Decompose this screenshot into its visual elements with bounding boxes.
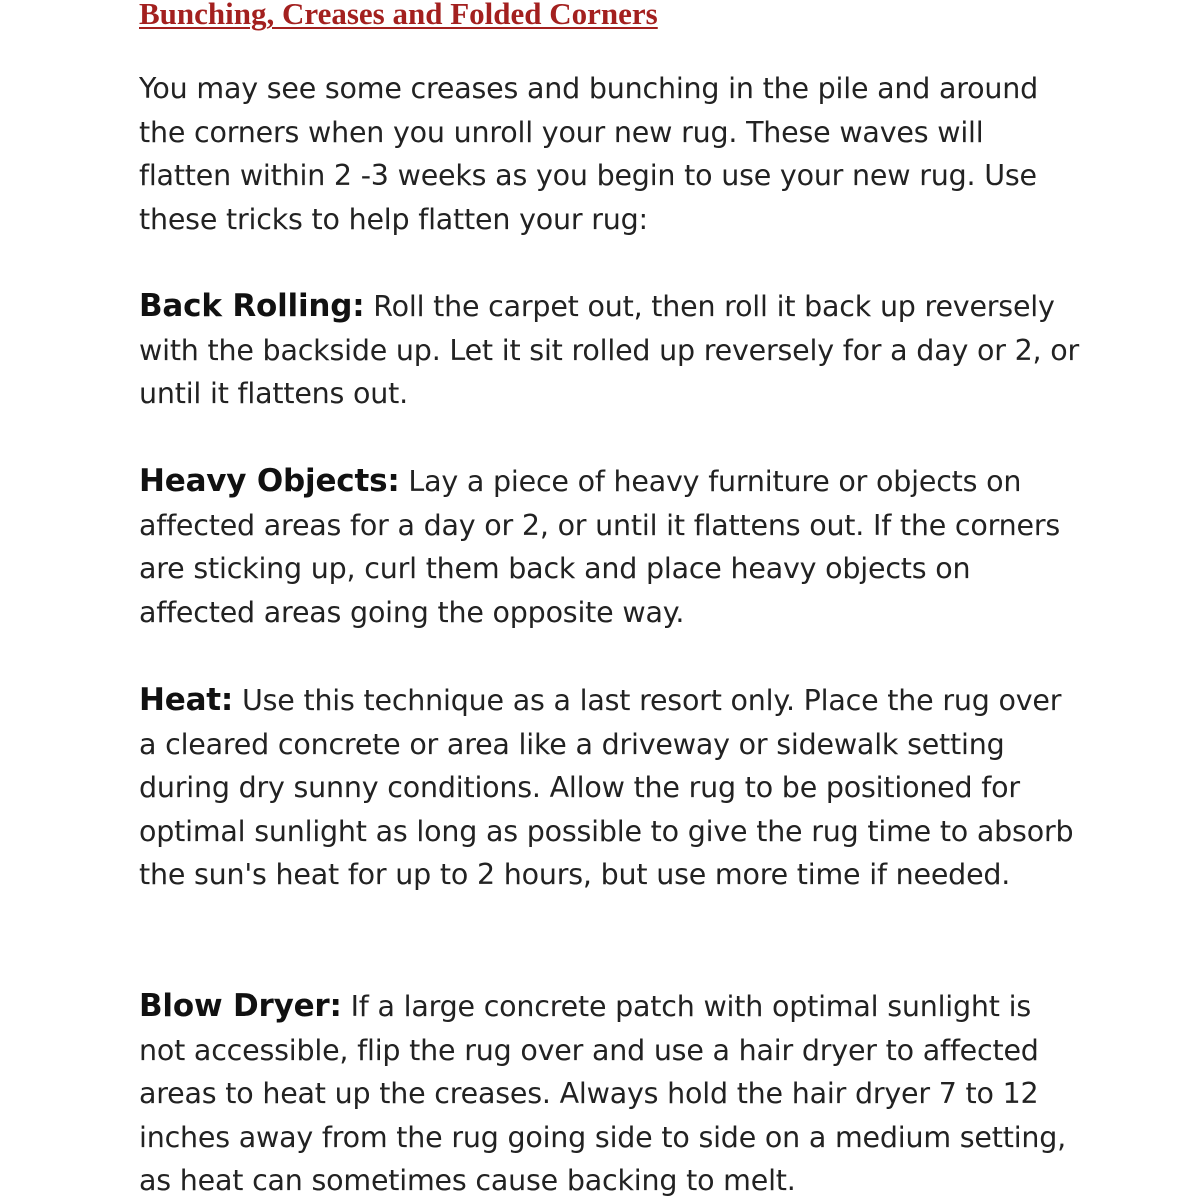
intro-paragraph: You may see some creases and bunching in the pile and around the corners when you unroll your new rug. These waves will flatten within 2 -3 weeks as you begin to use your new rug. Use these tricks to help flatten your rug: [139,72,1039,236]
section-text-back-rolling: Roll the carpet out, then roll it back up reversely with the backside up. Let it sit rolled up reversely for a day or 2, or until it flattens out. [139,290,1080,411]
section-heavy-objects [139,460,1079,634]
section-text-heavy-objects: Lay a piece of heavy furniture or objects on affected areas for a day or 2, or until it flattens out. If the corners are sticking up, curl them back and place heavy objects on affected areas going the opposite way. [139,465,1061,629]
page-title: Bunching, Creases and Folded Corners [139,0,658,31]
section-heat [139,679,1079,897]
section-heading-heavy-objects: Heavy Objects: [139,463,400,499]
section-heading-blow-dryer: Blow Dryer: [139,988,342,1024]
section-heading-back-rolling: Back Rolling: [139,288,365,324]
section-text-heat: Use this technique as a last resort only. Place the rug over a cleared concrete or area like a driveway or sidewalk setting during dry sunny conditions. Allow the rug to be positioned for optimal sunlight as long as possible to give the rug time to absorb the sun's heat for up to 2 hours, but use more time if needed. [139,684,1074,892]
section-heading-heat: Heat: [139,682,234,718]
section-blow-dryer [139,985,1079,1203]
section-back-rolling [139,285,1079,416]
section-text-blow-dryer: If a large concrete patch with optimal sunlight is not accessible, flip the rug over and use a hair dryer to affected areas to heat up the creases. Always hold the hair dryer 7 to 12 inches away from the rug going side to side on a medium setting, as heat can sometimes cause backing to melt. [139,990,1067,1198]
